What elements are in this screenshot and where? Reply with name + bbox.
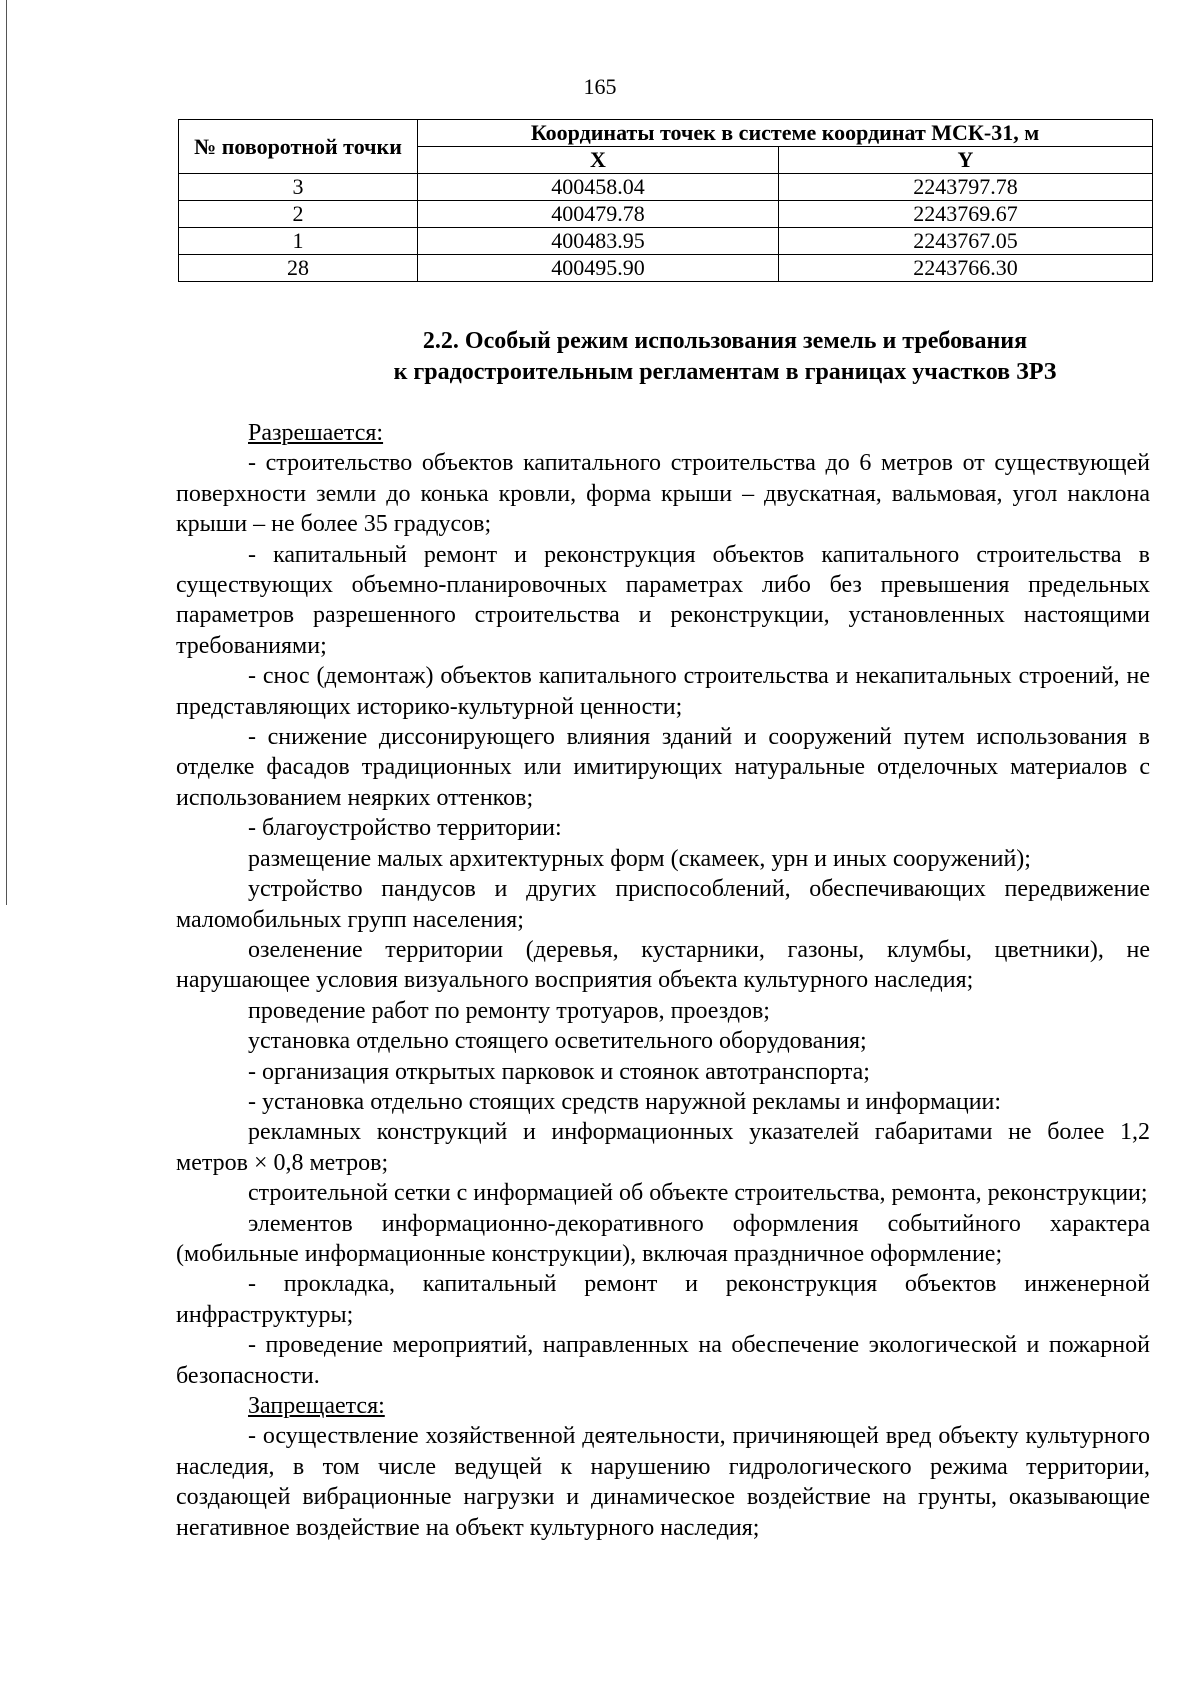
header-y: Y bbox=[779, 147, 1153, 174]
cell-point: 2 bbox=[179, 201, 418, 228]
forbidden-heading: Запрещается: bbox=[248, 1393, 385, 1419]
header-x: X bbox=[418, 147, 779, 174]
paragraph: - снос (демонтаж) объектов капитального строительства и некапитальных строений, не представляющих историко-культурной ценности; bbox=[176, 663, 1150, 720]
table-row bbox=[179, 228, 1153, 255]
paragraph: - снижение диссонирующего влияния зданий и сооружений путем использования в отделке фасадов традиционных или имитирующих натуральные отделочных материалов с использованием неярких оттенков; bbox=[176, 724, 1150, 811]
paragraph: устройство пандусов и других приспособлений, обеспечивающих передвижение маломобильных групп населения; bbox=[176, 876, 1150, 933]
cell-y: 2243797.78 bbox=[779, 174, 1153, 201]
paragraph: элементов информационно-декоративного оформления событийного характера (мобильные информационные конструкции), включая праздничное оформление; bbox=[176, 1210, 1150, 1267]
header-coordinates: Координаты точек в системе координат МСК-31, м bbox=[418, 120, 1153, 147]
cell-x: 400495.90 bbox=[418, 255, 779, 282]
table-row bbox=[179, 255, 1153, 282]
paragraph: строительной сетки с информацией об объекте строительства, ремонта, реконструкции; bbox=[248, 1180, 1148, 1207]
table-row bbox=[179, 201, 1153, 228]
cell-x: 400479.78 bbox=[418, 201, 779, 228]
heading-line-2: к градостроительным регламентам в границах участков ЗРЗ bbox=[393, 359, 1057, 385]
paragraph: рекламных конструкций и информационных указателей габаритами не более 1,2 метров × 0,8 метров; bbox=[176, 1119, 1150, 1176]
cell-point: 28 bbox=[179, 255, 418, 282]
paragraph: - прокладка, капитальный ремонт и реконструкция объектов инженерной инфраструктуры; bbox=[176, 1271, 1150, 1328]
coordinates-table bbox=[178, 119, 1153, 282]
header-point: № поворотной точки bbox=[179, 120, 418, 174]
paragraph: - организация открытых парковок и стоянок автотранспорта; bbox=[248, 1058, 870, 1085]
paragraph: - установка отдельно стоящих средств наружной рекламы и информации: bbox=[248, 1088, 1002, 1115]
allowed-heading: Разрешается: bbox=[248, 420, 384, 446]
body-text bbox=[176, 418, 1150, 1543]
paragraph: проведение работ по ремонту тротуаров, проездов; bbox=[248, 997, 770, 1024]
cell-x: 400458.04 bbox=[418, 174, 779, 201]
paragraph: - проведение мероприятий, направленных на обеспечение экологической и пожарной безопасности. bbox=[176, 1332, 1150, 1389]
paragraph: - строительство объектов капитального строительства до 6 метров от существующей поверхности земли до конька кровли, форма крыши – двускатная, вальмовая, угол наклона крыши – не более 35 градусов; bbox=[176, 450, 1150, 538]
page-number: 165 bbox=[583, 74, 617, 99]
section-heading bbox=[178, 326, 1152, 388]
cell-point: 3 bbox=[179, 174, 418, 201]
cell-y: 2243766.30 bbox=[779, 255, 1153, 282]
paragraph: размещение малых архитектурных форм (скамеек, урн и иных сооружений); bbox=[248, 845, 1031, 872]
paragraph: - благоустройство территории: bbox=[248, 815, 562, 842]
cell-point: 1 bbox=[179, 228, 418, 255]
paragraph: озеленение территории (деревья, кустарники, газоны, клумбы, цветники), не нарушающее условия визуального восприятия объекта культурного наследия; bbox=[176, 936, 1150, 994]
paragraph: установка отдельно стоящего осветительного оборудования; bbox=[248, 1028, 867, 1055]
table-row bbox=[179, 174, 1153, 201]
paragraph: - осуществление хозяйственной деятельности, причиняющей вред объекту культурного наследия, в том числе ведущей к нарушению гидрологического режима территории, создающей вибрационные нагрузки и динамическое воздействие на грунты, оказывающие негативное воздействие на объект культурного наследия; bbox=[176, 1423, 1150, 1541]
scan-edge-line bbox=[6, 0, 7, 905]
paragraph: - капитальный ремонт и реконструкция объектов капитального строительства в существующих объемно-планировочных параметрах либо без превышения предельных параметров разрешенного строительства и реконструкции, установленных настоящими требованиями; bbox=[176, 541, 1150, 659]
heading-line-1: 2.2. Особый режим использования земель и требования bbox=[422, 328, 1028, 354]
cell-y: 2243767.05 bbox=[779, 228, 1153, 255]
cell-x: 400483.95 bbox=[418, 228, 779, 255]
cell-y: 2243769.67 bbox=[779, 201, 1153, 228]
